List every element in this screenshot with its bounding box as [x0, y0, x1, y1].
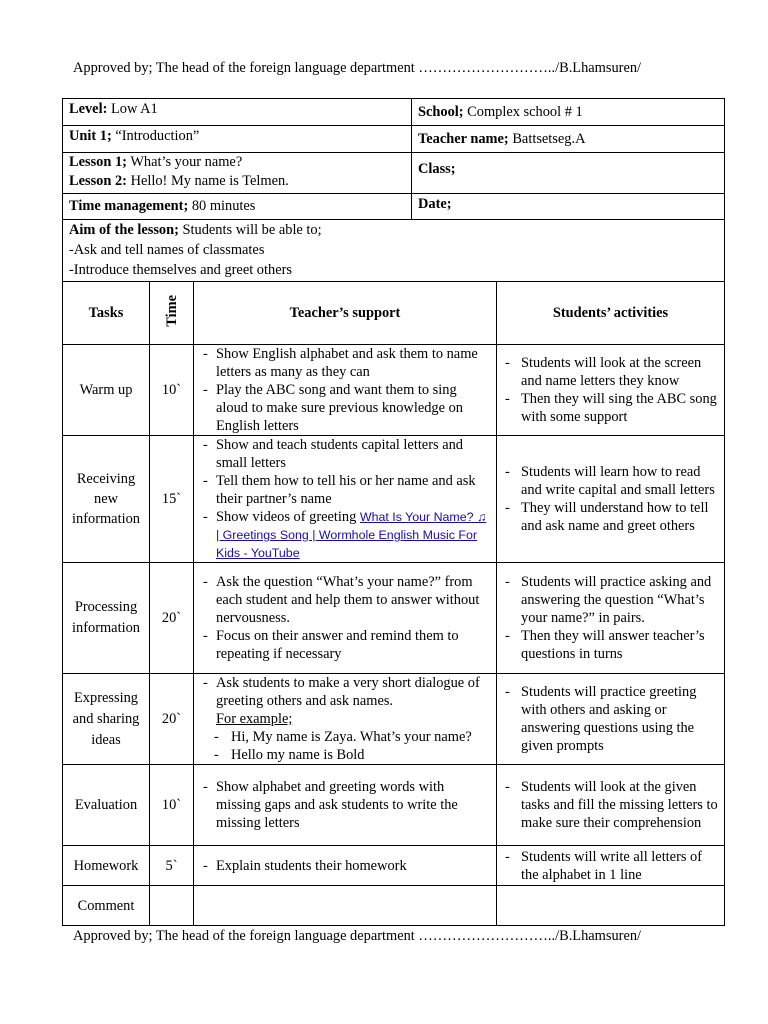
list-item: - They will understand how to tell and ask name and greet others	[503, 499, 718, 535]
students-cell	[497, 765, 725, 846]
task-cell: Expressing and sharing ideas	[63, 674, 150, 765]
table-row	[63, 345, 725, 436]
list-item: - Hello my name is Bold	[200, 746, 490, 764]
lesson2-label: Lesson 2:	[69, 173, 127, 189]
aim-label: Aim of the lesson;	[69, 222, 179, 238]
list-item: - Then they will sing the ABC song with some support	[503, 390, 718, 426]
lesson2-line	[69, 172, 405, 191]
table-row	[63, 563, 725, 674]
time-cell: 5`	[150, 846, 194, 886]
lesson2-value: Hello! My name is Telmen.	[126, 173, 289, 189]
students-activities-header: Students’ activities	[497, 282, 725, 345]
unit-cell	[63, 126, 412, 153]
list-item: - Students will look at the given tasks and fill the missing letters to make sure their comprehension	[503, 778, 718, 832]
example-label: For example;	[216, 711, 293, 727]
level-cell	[63, 99, 412, 126]
video-label: Show videos of greeting	[216, 509, 360, 525]
list-item: - Students will write all letters of the alphabet in 1 line	[503, 848, 718, 884]
time-cell: 20`	[150, 674, 194, 765]
date-cell	[412, 194, 725, 220]
list-item: - Ask the question “What’s your name?” from each student and help them to answer without nervousness.	[200, 573, 490, 627]
teacher-name-value: Battsetseg.A	[508, 131, 586, 147]
list-item	[200, 674, 490, 728]
table-row	[63, 674, 725, 765]
approval-line-bottom: Approved by; The head of the foreign language department ………………………../B.Lhamsuren/	[73, 928, 642, 944]
teacher-cell	[194, 846, 497, 886]
teacher-cell	[194, 886, 497, 926]
list-item: - Show alphabet and greeting words with missing gaps and ask students to write the missing letters	[200, 778, 490, 832]
aim-cell	[63, 220, 725, 282]
lesson-cell	[63, 153, 412, 194]
list-item: - Then they will answer teacher’s questions in turns	[503, 627, 718, 663]
time-header-cell	[150, 282, 194, 345]
teacher-support-header: Teacher’s support	[194, 282, 497, 345]
task-cell: Evaluation	[63, 765, 150, 846]
time-cell: 10`	[150, 345, 194, 436]
teacher-name-label: Teacher name;	[418, 131, 509, 147]
table-row	[63, 436, 725, 563]
list-item: - Play the ABC song and want them to sing aloud to make sure previous knowledge on English letters	[200, 381, 490, 435]
teacher-cell	[194, 674, 497, 765]
aim-line	[69, 220, 718, 240]
aim-point: -Introduce themselves and greet others	[69, 262, 292, 278]
youtube-video-link[interactable]: What Is Your Name? ♫ | Greetings Song | Wormhole English Music For Kids - YouTube	[216, 510, 487, 560]
level-label: Level:	[69, 101, 108, 117]
students-cell	[497, 345, 725, 436]
table-row	[63, 765, 725, 846]
task-cell: Comment	[63, 886, 150, 926]
school-value: Complex school # 1	[463, 104, 583, 120]
time-header: Time	[163, 294, 180, 327]
unit-value: “Introduction”	[111, 128, 200, 144]
unit-label: Unit 1;	[69, 128, 112, 144]
aim-point: -Ask and tell names of classmates	[69, 242, 265, 258]
list-item: - Students will practice greeting with others and asking or answering questions using the given prompts	[503, 683, 718, 755]
lesson1-line	[69, 153, 405, 172]
teacher-cell	[194, 345, 497, 436]
dialogue-instruction: Ask students to make a very short dialogue of greeting others and ask names.	[216, 675, 480, 709]
students-cell	[497, 846, 725, 886]
time-cell: 15`	[150, 436, 194, 563]
school-label: School;	[418, 104, 464, 120]
list-item: - Students will learn how to read and write capital and small letters	[503, 463, 718, 499]
time-cell: 10`	[150, 765, 194, 846]
list-item: - Show English alphabet and ask them to name letters as many as they can	[200, 345, 490, 381]
students-cell	[497, 674, 725, 765]
class-label: Class;	[418, 161, 456, 177]
students-cell	[497, 563, 725, 674]
teacher-cell	[194, 436, 497, 563]
list-item: - Hi, My name is Zaya. What’s your name?	[200, 728, 490, 746]
list-item	[200, 508, 490, 562]
task-cell: Receiving new information	[63, 436, 150, 563]
task-cell: Processing information	[63, 563, 150, 674]
list-item: - Students will practice asking and answering the question “What’s your name?” in pairs.	[503, 573, 718, 627]
list-item: - Explain students their homework	[200, 857, 490, 875]
list-item: - Focus on their answer and remind them to repeating if necessary	[200, 627, 490, 663]
aim-value: Students will be able to;	[178, 222, 322, 238]
school-cell	[412, 99, 725, 126]
task-cell: Warm up	[63, 345, 150, 436]
time-management-label: Time management;	[69, 198, 189, 214]
level-value: Low A1	[107, 101, 158, 117]
list-item: - Students will look at the screen and name letters they know	[503, 354, 718, 390]
table-row	[63, 846, 725, 886]
time-cell: 20`	[150, 563, 194, 674]
lesson1-label: Lesson 1;	[69, 154, 127, 170]
class-cell	[412, 153, 725, 194]
students-cell	[497, 886, 725, 926]
students-cell	[497, 436, 725, 563]
time-cell	[150, 886, 194, 926]
lesson1-value: What’s your name?	[126, 154, 243, 170]
task-cell: Homework	[63, 846, 150, 886]
time-management-value: 80 minutes	[188, 198, 256, 214]
teacher-cell	[194, 563, 497, 674]
table-row	[63, 886, 725, 926]
lesson-info-table	[62, 98, 725, 282]
approval-line-top: Approved by; The head of the foreign language department ………………………../B.Lhamsuren/	[73, 60, 642, 76]
date-label: Date;	[418, 196, 452, 212]
activities-table	[62, 281, 725, 926]
teacher-name-cell	[412, 126, 725, 153]
time-management-cell	[63, 194, 412, 220]
teacher-cell	[194, 765, 497, 846]
tasks-header: Tasks	[63, 282, 150, 345]
list-item: - Show and teach students capital letters and small letters	[200, 436, 490, 472]
list-item: - Tell them how to tell his or her name and ask their partner’s name	[200, 472, 490, 508]
